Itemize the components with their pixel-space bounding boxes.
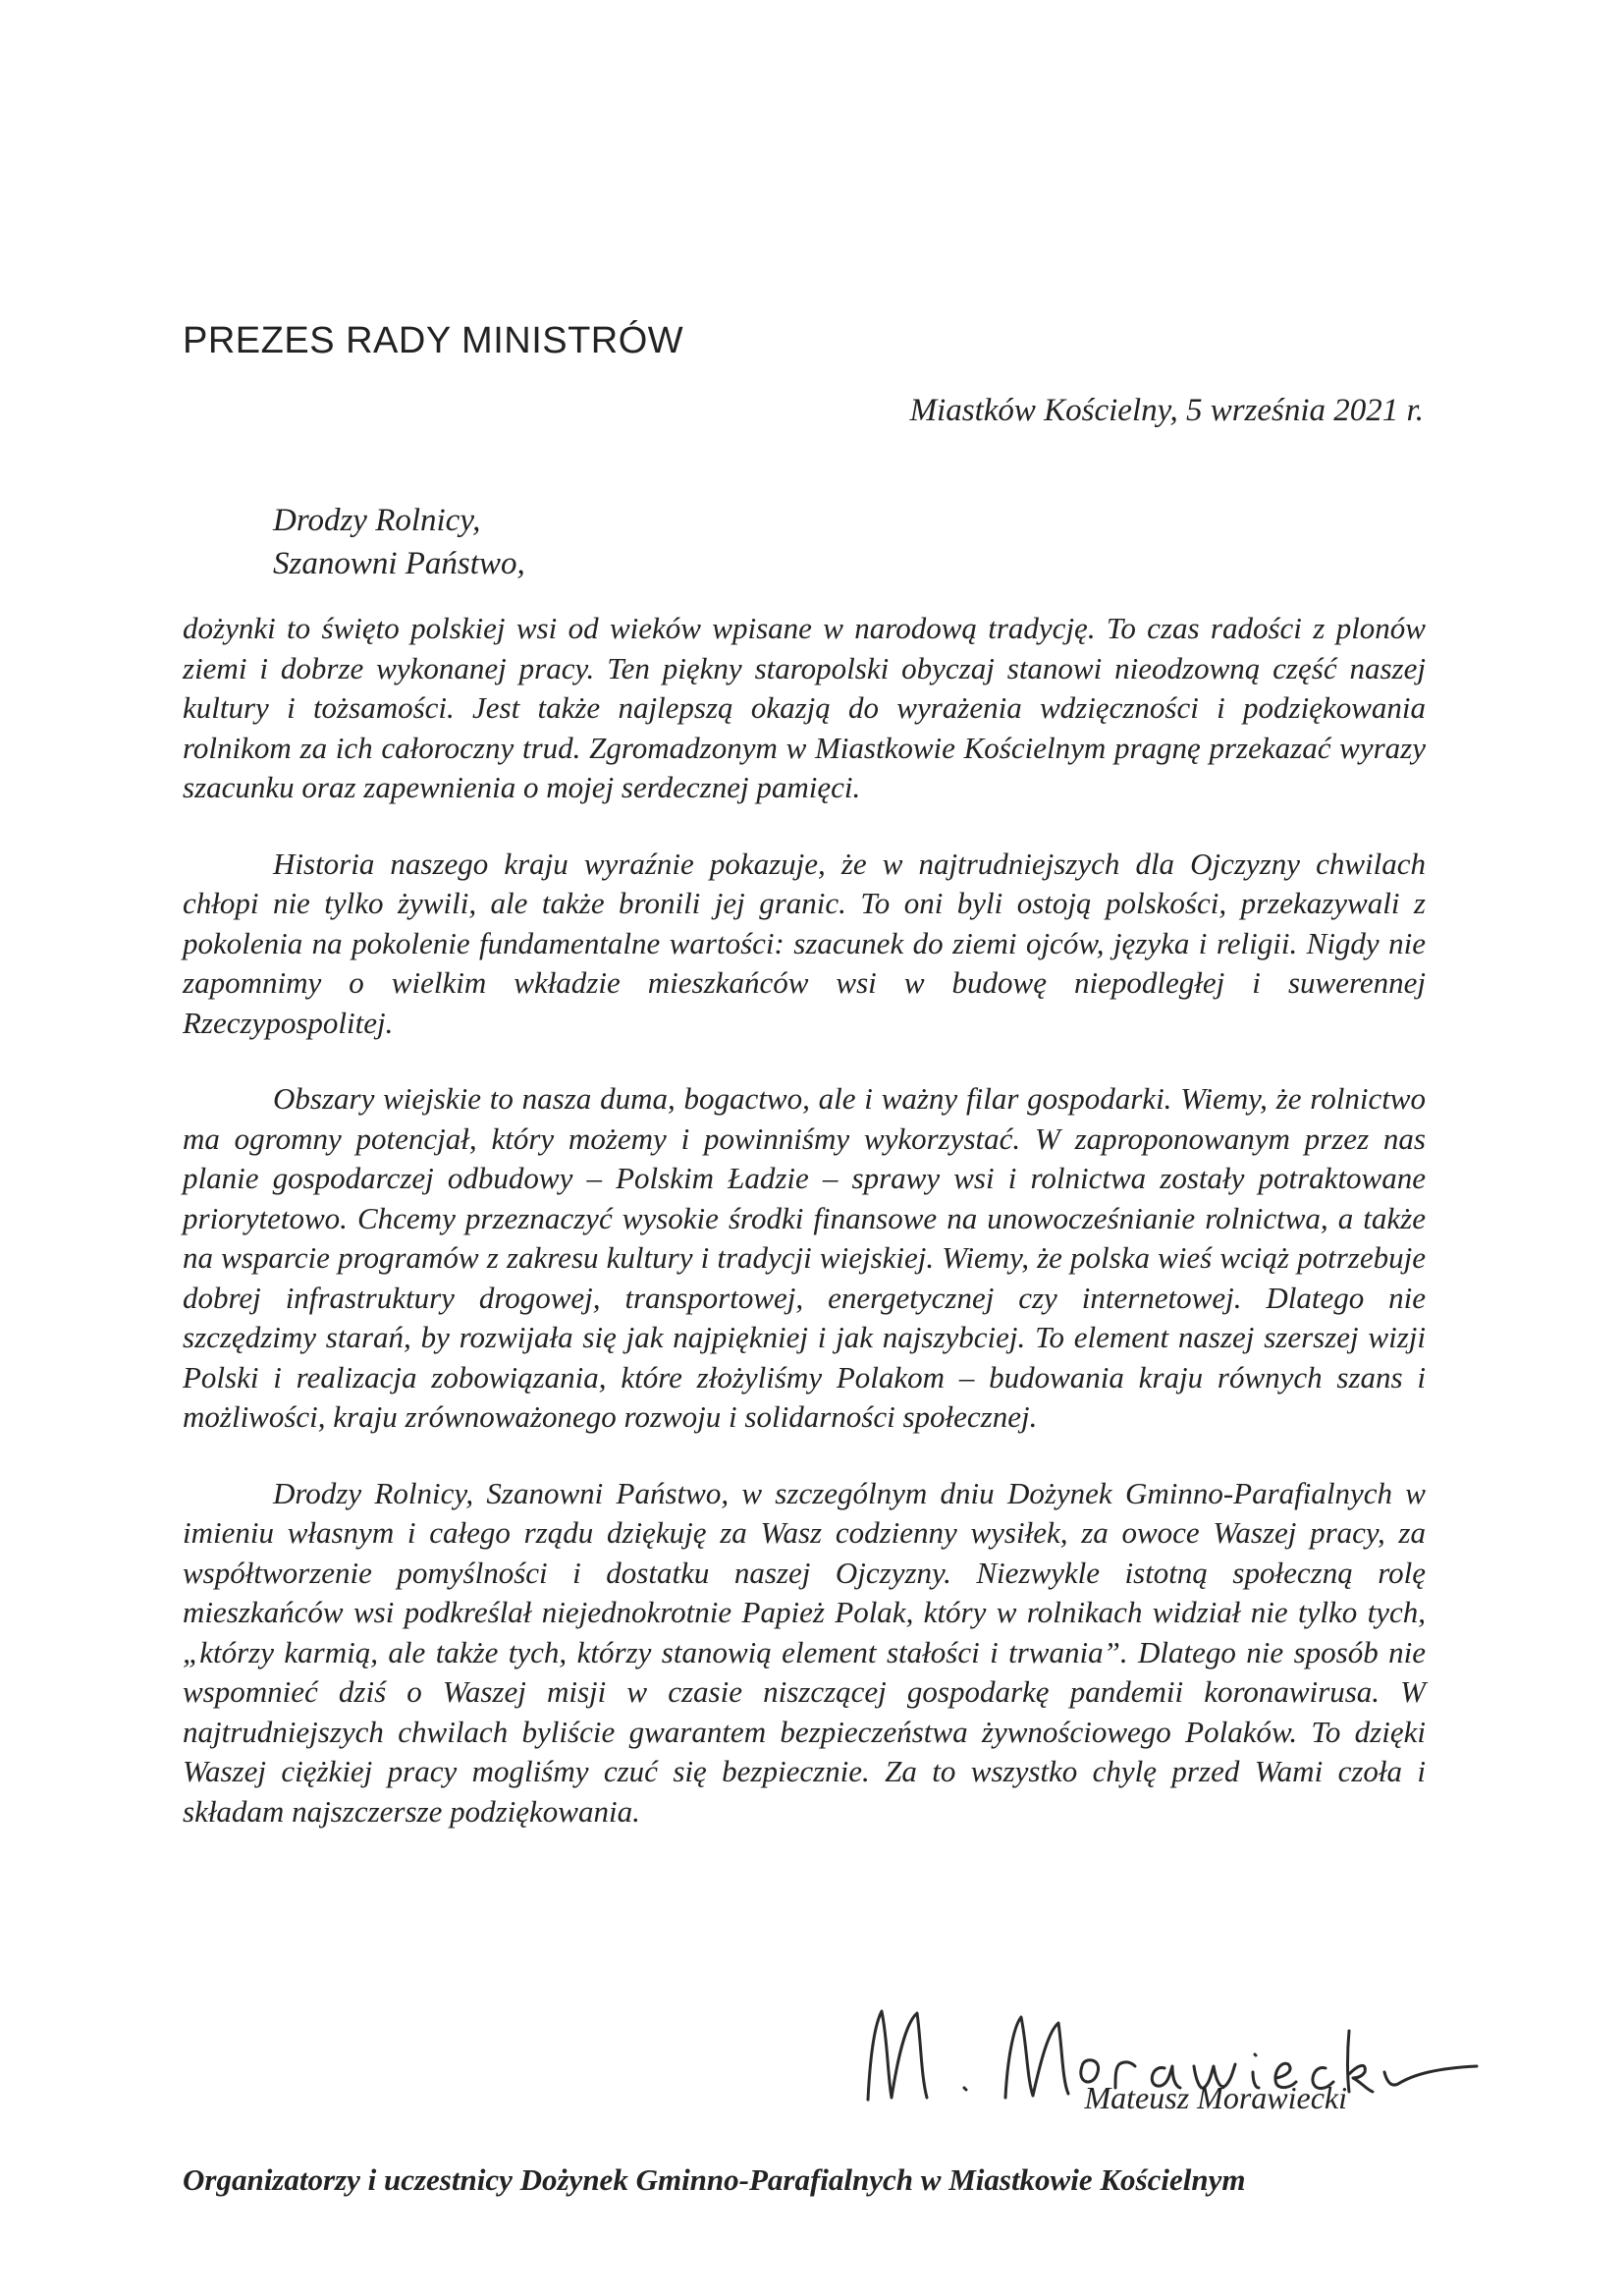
body-paragraph-2: Historia naszego kraju wyraźnie pokazuje, że w najtrudniejszych dla Ojczyzny chwilach chłopi nie tylko żywili, ale także bronili jej granic. To oni byli ostoją polskości, przekazywali z pokolenia na pokolenie fundamentalne wartości: szacunek do ziemi ojców, języka i religii. Nigdy nie zapomnimy o wielkim wkładzie mieszkańców wsi w budowę niepodległej i suwerennej Rzeczypospolitej. bbox=[183, 846, 1426, 1040]
body-paragraph-4: Drodzy Rolnicy, Szanowni Państwo, w szczególnym dniu Dożynek Gminno-Parafialnych w imieniu własnym i całego rządu dziękuję za Wasz codzienny wysiłek, za owoce Waszej pracy, za współtworzenie pomyślności i dostatku naszej Ojczyzny. Niezwykle istotną społeczną rolę mieszkańców wsi podkreślał niejednokrotnie Papież Polak, który w rolnikach widział nie tylko tych, „którzy karmią, ale także tych, którzy stanowią element stałości i trwania”. Dlatego nie sposób nie wspomnieć dziś o Waszej misji w czasie niszczącej gospodarkę pandemii koronawirusa. W najtrudniejszych chwilach byliście gwarantem bezpieczeństwa żywnościowego Polaków. To dzięki Waszej ciężkiej pracy mogliśmy czuć się bezpiecznie. Za to wszystko chylę przed Wami czoła i składam najszczersze podziękowania. bbox=[183, 1475, 1426, 1829]
body-paragraph-3: Obszary wiejskie to nasza duma, bogactwo, ale i ważny filar gospodarki. Wiemy, że rolnictwo ma ogromny potencjał, który możemy i powinniśmy wykorzystać. W zaproponowanym przez nas planie gospodarczej odbudowy – Polskim Ładzie – sprawy wsi i rolnictwa zostały potraktowane priorytetowo. Chcemy przeznaczyć wysokie środki finansowe na unowocześnianie rolnictwa, a także na wsparcie programów z zakresu kultury i tradycji wiejskiej. Wiemy, że polska wieś wciąż potrzebuje dobrej infrastruktury drogowej, transportowej, energetycznej czy internetowej. Dlatego nie szczędzimy starań, by rozwijała się jak najpiękniej i jak najszybciej. To element naszej szerszej wizji Polski i realizacja zobowiązania, które złożyliśmy Polakom – budowania kraju równych szans i możliwości, kraju zrównoważonego rozwoju i solidarności społecznej. bbox=[183, 1081, 1426, 1434]
date-line: Miastków Kościelny, 5 września 2021 r. bbox=[909, 393, 1424, 428]
recipient-line: Organizatorzy i uczestnicy Dożynek Gminno-Parafialnych w Miastkowie Kościelnym bbox=[183, 2162, 1246, 2197]
letterhead-title: PREZES RADY MINISTRÓW bbox=[183, 320, 684, 361]
salutation-line-1: Drodzy Rolnicy, bbox=[273, 503, 481, 538]
salutation-line-2: Szanowni Państwo, bbox=[273, 546, 525, 581]
salutation bbox=[273, 499, 525, 585]
signer-name: Mateusz Morawiecki bbox=[1084, 2080, 1347, 2115]
body-paragraph-1: dożynki to święto polskiej wsi od wieków wpisane w narodową tradycję. To czas radości z plonów ziemi i dobrze wykonanej pracy. Ten piękny staropolski obyczaj stanowi nieodzowną część naszej kultury i tożsamości. Jest także najlepszą okazją do wyrażenia wdzięczności i podziękowania rolnikom za ich całoroczny trud. Zgromadzonym w Miastkowie Kościelnym pragnę przekazać wyrazy szacunku oraz zapewnienia o mojej serdecznej pamięci. bbox=[183, 611, 1426, 804]
letter-body bbox=[183, 609, 1426, 1868]
